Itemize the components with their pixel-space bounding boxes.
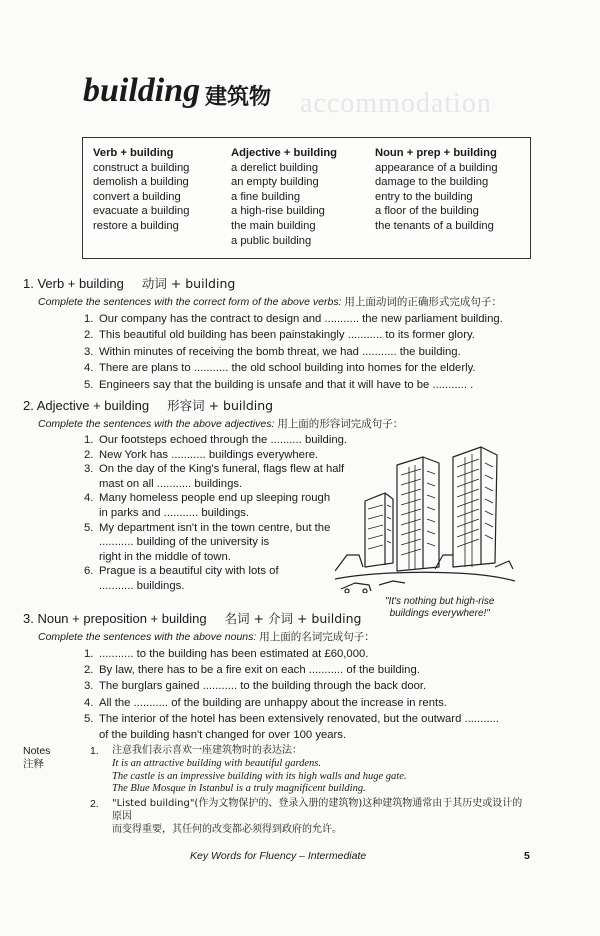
- item-number: 5.: [84, 378, 94, 391]
- exercise-item: [84, 462, 347, 477]
- exercise-list: [84, 433, 347, 594]
- item-number: 1.: [84, 648, 94, 660]
- bleed-through-text: accommodation: [300, 88, 492, 119]
- notes-label-zh: 注释: [23, 758, 44, 770]
- collocation-item: construct a building: [93, 161, 190, 174]
- exercise-item: [84, 695, 499, 711]
- instruction-chinese: 用上面的形容词完成句子：: [277, 418, 404, 430]
- item-text: of the building hasn't changed for over 100 years.: [99, 729, 347, 742]
- adjective-column: [231, 146, 337, 248]
- section-heading-text: 3. Noun + preposition + building: [23, 611, 207, 626]
- collocation-item: appearance of a building: [375, 161, 498, 174]
- item-number: 4.: [84, 492, 94, 505]
- collocation-item: the main building: [231, 219, 316, 232]
- note-example: The Blue Mosque in Istanbul is a truly magnificent building.: [112, 783, 366, 795]
- item-text: On the day of the King's funeral, flags flew at half: [99, 463, 345, 476]
- exercise-item: [84, 506, 347, 521]
- item-number: 1.: [84, 434, 94, 446]
- item-text: ........... buildings.: [99, 579, 185, 592]
- exercise-item: [84, 377, 503, 393]
- section-heading-text: 1. Verb + building: [23, 276, 124, 291]
- section-instruction: [38, 416, 403, 431]
- item-text: This beautiful old building has been painstakingly ........... to its former glory.: [99, 329, 475, 342]
- note-number: 1.: [90, 745, 99, 757]
- item-text: The interior of the hotel has been extensively renovated, but the outward ...........: [99, 712, 500, 725]
- section-heading: [23, 274, 235, 292]
- item-text: Prague is a beautiful city with lots of: [99, 565, 279, 578]
- instruction-chinese: 用上面的名词完成句子：: [259, 631, 375, 643]
- item-number: 4.: [84, 696, 94, 709]
- section-heading-chinese: 形容词 + building: [167, 398, 274, 413]
- note-text-zh: 而变得重要，其任何的改变都必须得到政府的允许。: [112, 823, 342, 835]
- section-instruction: [38, 294, 502, 309]
- notes-body: [90, 745, 530, 837]
- item-text: Many homeless people end up sleeping rough: [99, 492, 331, 505]
- collocation-box: [82, 137, 531, 259]
- exercise-item: [84, 311, 503, 327]
- item-number: 3.: [84, 345, 94, 358]
- item-number: 2.: [84, 329, 94, 342]
- note-item: [90, 745, 530, 796]
- section-heading-chinese: 动词 + building: [141, 276, 236, 291]
- item-text: right in the middle of town.: [99, 550, 231, 563]
- item-number: 3.: [84, 680, 94, 693]
- item-number: 5.: [84, 712, 94, 725]
- page-title: building: [83, 72, 201, 109]
- column-header: Adjective + building: [231, 147, 337, 159]
- instruction-text: Complete the sentences with the correct form of the above verbs:: [38, 296, 342, 308]
- note-example: The castle is an impressive building with its high walls and huge gate.: [112, 770, 407, 782]
- column-header: Verb + building: [93, 147, 174, 159]
- item-text: ........... to the building has been estimated at £60,000.: [99, 648, 369, 660]
- exercise-item: [84, 662, 499, 678]
- item-number: 1.: [84, 313, 94, 325]
- verb-column: [93, 146, 189, 234]
- note-text-zh: "Listed building"(作为文物保护的、登录入册的建筑物)这种建筑物通常由于其历史或设计的原因: [112, 798, 523, 822]
- footer-book-title: Key Words for Fluency – Intermediate: [190, 850, 367, 862]
- exercise-item: [84, 344, 503, 360]
- section-heading-chinese: 名词 + 介词 + building: [224, 611, 362, 626]
- collocation-item: a high-rise building: [231, 205, 325, 218]
- page-title-chinese: 建筑物: [205, 85, 272, 110]
- item-text: All the ........... of the building are unhappy about the increase in rents.: [99, 696, 447, 709]
- exercise-item: [84, 433, 347, 448]
- exercise-item: [84, 521, 347, 536]
- exercise-item: [84, 448, 347, 463]
- item-text: Within minutes of receiving the bomb threat, we had ........... the building.: [99, 345, 461, 358]
- notes-label: [23, 745, 50, 771]
- item-number: 4.: [84, 362, 94, 375]
- exercise-item: [84, 477, 347, 492]
- instruction-text: Complete the sentences with the above adjectives:: [38, 418, 275, 430]
- page-number: 5: [524, 850, 530, 862]
- item-number: 6.: [84, 565, 94, 578]
- item-text: ........... building of the university is: [99, 536, 270, 549]
- note-text-zh: 注意我们表示喜欢一座建筑物时的表达法：: [112, 745, 302, 756]
- noun-prep-column: [375, 146, 498, 234]
- note-number: 2.: [90, 798, 99, 811]
- exercise-item: [84, 327, 503, 343]
- caption-line: "It's nothing but high-rise: [385, 596, 495, 607]
- collocation-item: restore a building: [93, 219, 179, 232]
- item-text: in parks and ........... buildings.: [99, 506, 250, 519]
- section-heading-text: 2. Adjective + building: [23, 398, 150, 413]
- item-number: 2.: [84, 448, 94, 461]
- illustration-caption: [385, 596, 494, 620]
- item-text: Our footsteps echoed through the .......... building.: [99, 434, 348, 446]
- collocation-item: damage to the building: [375, 176, 489, 189]
- exercise-item: [84, 727, 499, 743]
- exercise-item: [84, 579, 347, 594]
- section-instruction: [38, 629, 375, 644]
- high-rise-buildings-illustration: [335, 443, 515, 593]
- collocation-item: the tenants of a building: [375, 219, 494, 232]
- collocation-item: evacuate a building: [93, 205, 190, 218]
- exercise-item: [84, 535, 347, 550]
- item-number: 2.: [84, 664, 94, 677]
- exercise-list: [84, 646, 499, 743]
- item-text: By law, there has to be a fire exit on each ........... of the building.: [99, 664, 420, 677]
- note-item: [90, 798, 530, 836]
- collocation-item: a fine building: [231, 190, 301, 203]
- item-text: The burglars gained ........... to the building through the back door.: [99, 680, 427, 693]
- note-example: It is an attractive building with beautiful gardens.: [112, 757, 322, 769]
- item-text: Our company has the contract to design and ........... the new parliament building.: [99, 313, 503, 325]
- exercise-item: [84, 678, 499, 694]
- collocation-item: a floor of the building: [375, 205, 479, 218]
- item-text: My department isn't in the town centre, but the: [99, 521, 331, 534]
- exercise-item: [84, 711, 499, 727]
- exercise-item: [84, 491, 347, 506]
- collocation-item: entry to the building: [375, 190, 473, 203]
- section-heading: [23, 396, 273, 414]
- collocation-item: convert a building: [93, 190, 181, 203]
- instruction-chinese: 用上面动词的正确形式完成句子：: [344, 296, 502, 308]
- notes-label-en: Notes: [23, 745, 51, 757]
- item-text: There are plans to ........... the old school building into homes for the elderly.: [99, 362, 476, 375]
- caption-line: buildings everywhere!": [389, 608, 490, 619]
- item-text: Engineers say that the building is unsafe and that it will have to be ........... .: [99, 378, 474, 391]
- item-number: 3.: [84, 463, 94, 476]
- collocation-item: an empty building: [231, 176, 319, 189]
- collocation-item: a public building: [231, 234, 312, 247]
- instruction-text: Complete the sentences with the above nouns:: [38, 631, 257, 643]
- item-number: 5.: [84, 521, 94, 534]
- column-header: Noun + prep + building: [375, 147, 497, 159]
- collocation-item: demolish a building: [93, 176, 189, 189]
- exercise-item: [84, 564, 347, 579]
- section-heading: [23, 609, 362, 627]
- item-text: mast on all ........... buildings.: [99, 477, 243, 490]
- exercise-item: [84, 646, 499, 662]
- exercise-item: [84, 360, 503, 376]
- exercise-item: [84, 550, 347, 565]
- exercise-list: [84, 311, 503, 393]
- item-text: New York has ........... buildings everywhere.: [99, 448, 319, 461]
- collocation-item: a derelict building: [231, 161, 319, 174]
